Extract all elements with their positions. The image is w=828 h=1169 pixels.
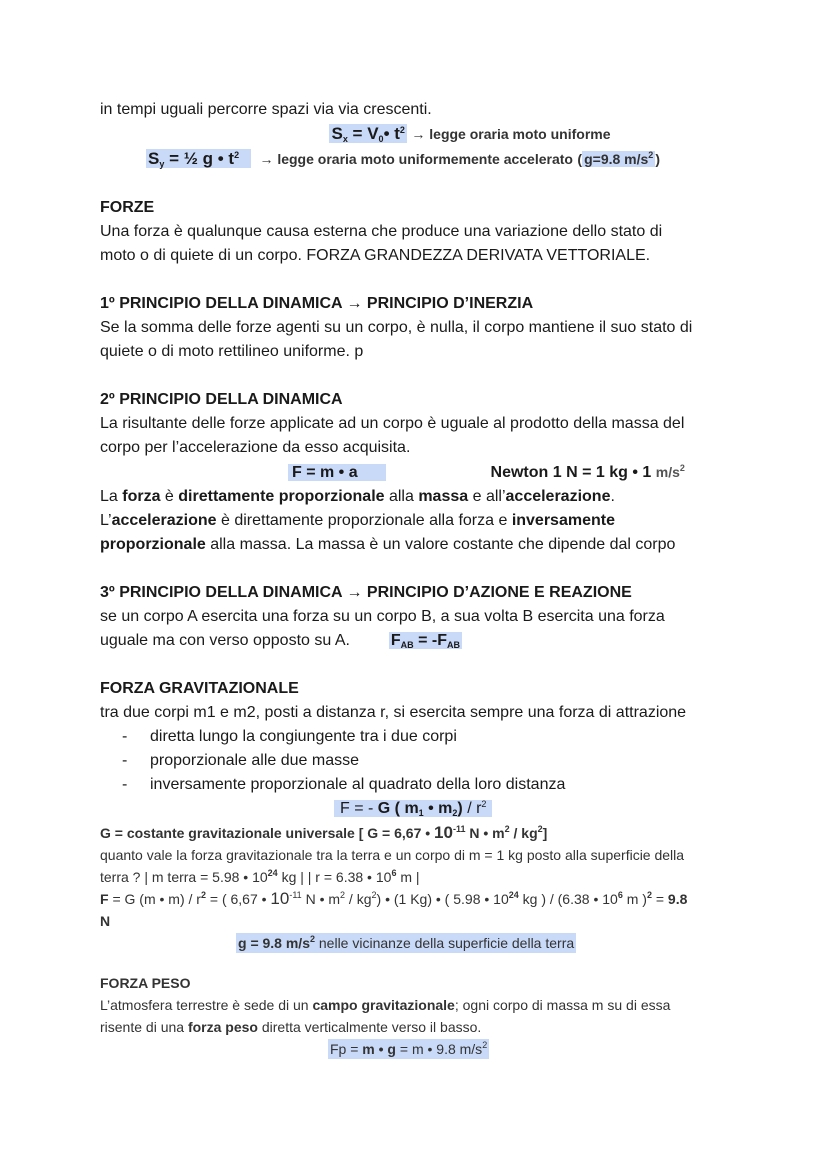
principle-3-heading: 3º PRINCIPIO DELLA DINAMICA → PRINCIPIO D’AZIONE E REAZIONE bbox=[100, 584, 632, 601]
weight-formula: Fp = m • g = m • 9.8 $m/s^2$ bbox=[330, 1040, 488, 1057]
principle-2-text-5: proporzionale alla massa. La massa è un valore costante che dipende dal corpo bbox=[100, 536, 676, 553]
principle-2-formula-line bbox=[100, 460, 740, 485]
list-item: - diretta lungo la congiungente tra i due corpi bbox=[122, 728, 457, 745]
gravitation-calculation: F = G (m • $m) / r^2$ = ( 6,67 • $10^{-11}$ N • $m^2 / kg^2$) • (1 Kg) • ( 5.98 • $10^{24}$ kg ) / (6.38 • $10^6$ m )$^2$ = 9.8 bbox=[100, 889, 688, 908]
sy-description: → legge oraria moto uniformemente accelerato bbox=[259, 151, 573, 167]
gravitation-question-2: terra ? | m terra = 5.98 • $10^{24}$ kg | | r = 6.38 • $10^6$ m | bbox=[100, 868, 420, 885]
sy-formula-line bbox=[100, 147, 740, 172]
principle-1-text-2: quiete o di moto rettilineo uniforme. p bbox=[100, 343, 364, 360]
principle-3-text-1: se un corpo A esercita una forza su un corpo B, a sua volta B esercita una forza bbox=[100, 608, 665, 625]
weight-formula-line bbox=[100, 1038, 740, 1060]
newton-unit: Newton 1 N = 1 kg • 1 $m/s^2$ bbox=[490, 463, 685, 481]
forze-heading: FORZE bbox=[100, 199, 155, 216]
gravitation-question-1: quanto vale la forza gravitazionale tra la terra e un corpo di m = 1 kg posto alla superficie della bbox=[100, 847, 685, 863]
principle-1-heading: 1º PRINCIPIO DELLA DINAMICA → PRINCIPIO D’INERZIA bbox=[100, 295, 534, 312]
sx-formula: $S_x$ = $V_0•$ $t^2$ bbox=[331, 124, 405, 144]
principle-2-heading: 2º PRINCIPIO DELLA DINAMICA bbox=[100, 391, 343, 408]
sx-description: → legge oraria moto uniforme bbox=[411, 126, 611, 142]
weight-heading: FORZA PESO bbox=[100, 975, 191, 991]
gravitation-formula: F = - G ( $m_1$ • $m_2) / r^2$ bbox=[334, 800, 492, 817]
principle-2-text-3: La forza è direttamente proporzionale alla massa e all’accelerazione. bbox=[100, 488, 615, 505]
g-near-surface: g = 9.8 $m/s^2$ nelle vicinanze della superficie della terra bbox=[238, 934, 575, 951]
principle-1-text-1: Se la somma delle forze agenti su un corpo, è nulla, il corpo mantiene il suo stato di bbox=[100, 319, 693, 336]
principle-2-text-4: L’accelerazione è direttamente proporzionale alla forza e inversamente bbox=[100, 512, 615, 529]
gravitation-heading: FORZA GRAVITAZIONALE bbox=[100, 680, 299, 697]
principle-3-text-2: uguale ma con verso opposto su A. $F_{AB} = -F_{AB}$ bbox=[100, 632, 460, 650]
principle-2-text-2: corpo per l’accelerazione da esso acquisita. bbox=[100, 439, 411, 456]
gravitation-text-1: tra due corpi m1 e m2, posti a distanza r, si esercita sempre una forza di attrazione bbox=[100, 704, 687, 721]
list-item: - proporzionale alle due masse bbox=[122, 752, 360, 769]
weight-text-1: L’atmosfera terrestre è sede di un campo gravitazionale; ogni corpo di massa m su di essa bbox=[100, 997, 671, 1013]
newton-law-formula: F = m • a bbox=[288, 464, 386, 481]
gravitation-calculation-unit: N bbox=[100, 913, 111, 929]
g-near-surface-line bbox=[100, 932, 740, 954]
g-value: ( g=9.8 $m/s^2$ ) bbox=[577, 150, 660, 167]
forze-text-2: moto o di quiete di un corpo. FORZA GRANDEZZA DERIVATA VETTORIALE. bbox=[100, 247, 651, 264]
intro-line: in tempi uguali percorre spazi via via crescenti. bbox=[100, 101, 432, 118]
sx-formula-line bbox=[100, 122, 740, 147]
gravitational-constant: G = costante gravitazionale universale [ G = 6,67 • $10^{-11}$ N • $m^2 / kg^2$] bbox=[100, 823, 548, 842]
sy-formula: $S_y$ = ½ g • $t^2$ bbox=[146, 149, 251, 168]
action-reaction-formula: $F_{AB} = -F_{AB}$ bbox=[390, 632, 460, 650]
document-page bbox=[100, 98, 740, 1060]
list-item: - inversamente proporzionale al quadrato della loro distanza bbox=[122, 776, 566, 793]
principle-2-text-1: La risultante delle forze applicate ad un corpo è uguale al prodotto della massa del bbox=[100, 415, 685, 432]
gravitation-formula-line bbox=[100, 797, 740, 821]
forze-text-1: Una forza è qualunque causa esterna che produce una variazione dello stato di bbox=[100, 223, 663, 240]
weight-text-2: risente di una forza peso diretta verticalmente verso il basso. bbox=[100, 1019, 482, 1035]
